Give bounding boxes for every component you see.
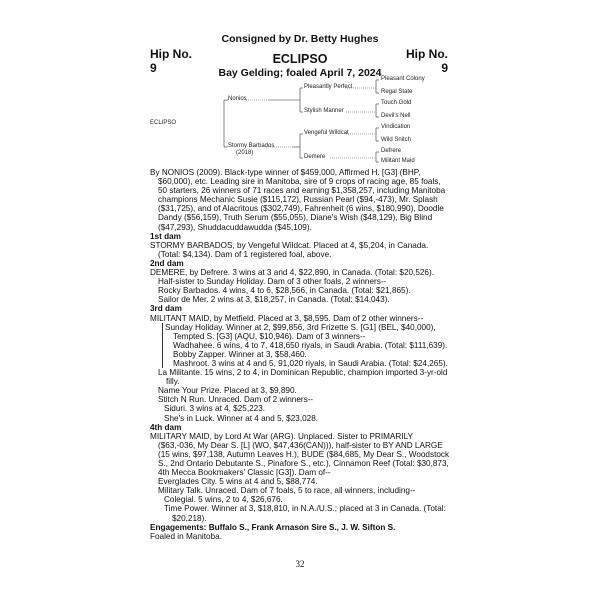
pedigree-dam-year: (2018) bbox=[236, 150, 254, 156]
pedigree-dam-sire: Vengeful Wildcat bbox=[304, 130, 349, 136]
fourth-dam-produce-1: Everglades City. 5 wins at 4 and 5, $88,774. bbox=[158, 477, 318, 487]
page-number: 32 bbox=[295, 559, 305, 569]
foaled-in: Foaled in Manitoba. bbox=[150, 531, 222, 541]
pedigree-g1: Pleasant Colony bbox=[381, 76, 425, 82]
third-dam-produce-1: Sunday Holiday. Winner at 2, $99,856, 3rd Frizette S. [G1] (BEL, $40,000), Tempted S. [G3] (AQU, $10,946). Dam of 3 winners-- bbox=[165, 322, 436, 341]
third-dam-produce-4a: Siduri. 3 wins at 4, $25,223. bbox=[164, 404, 266, 414]
third-dam-produce-3: Name Your Prize. Placed at 3, $9,890. bbox=[158, 386, 297, 396]
third-dam-heading: 3rd dam bbox=[150, 304, 182, 314]
pedigree-g4: Devil's Nell bbox=[381, 113, 411, 119]
third-dam-produce-1a: Wadhahee. 6 wins, 4 to 7, 418,650 riyals, in Saudi Arabia. (Total: $111,639). bbox=[173, 340, 448, 350]
catalog-body bbox=[150, 168, 450, 541]
third-dam-produce-4b: She's in Luck. Winner at 4 and 5, $23,028. bbox=[164, 413, 319, 423]
hip-number: 9 bbox=[441, 61, 448, 75]
fourth-dam-text: MILITARY MAID, by Lord At War (ARG). Unplaced. Sister to PRIMARILY ($63,-036, My Dear S. [L] (WO, $47,436(CAN))), half-sister to BY AND LARGE (15 wins, $97,138, Autumn Leaves H.), BUDE ($84,685, My Dear S., Woodstock S., 2nd Ontario Debutante S., Pinafore S., etc.), Cinnamon Reef (Total: $30,873, 4th Mecca Bookmakers' Classic [G3]). Dam of-- bbox=[150, 431, 450, 478]
pedigree-g2: Regal State bbox=[381, 89, 413, 95]
horse-name: ECLIPSO bbox=[272, 52, 328, 66]
hip-label: Hip No. bbox=[150, 47, 192, 61]
third-dam-produce-block bbox=[162, 323, 450, 368]
hip-label: Hip No. bbox=[406, 47, 448, 61]
pedigree-dam-dam: Demere bbox=[304, 154, 326, 160]
sire-paragraph: By NONIOS (2009). Black-type winner of $459,000, Affirmed H. [G3] (BHP, $60,000), etc. Leading sire in Manitoba, sire of 9 crops of racing age, 85 foals, 50 starters, 26 winners of 71 races and earning $1,358,257, including Manitoba champions Mechanic Susie ($115,172), Russian Pearl ($94,-473), Mr. Splash ($31,725), and of Alacritous ($302,749), Fahrenheit (6 wins, $180,990), Doodle Dandy ($56,159), Truth Serum ($55,055), Diane's Wish ($48,129), Big Blind ($47,293), Shuddacuddawudda ($45,109). bbox=[150, 168, 446, 232]
pedigree-sire-sire: Pleasantly Perfect bbox=[304, 84, 353, 90]
first-dam-text: STORMY BARBADOS, by Vengeful Wildcat. Placed at 4, $5,204, in Canada. (Total: $4,134). Dam of 1 registered foal, above. bbox=[150, 240, 429, 259]
fourth-dam-produce-2a: Colegial. 5 wins, 2 to 4, $26,676. bbox=[164, 495, 283, 505]
fourth-dam-produce-2b: Time Power. Winner at 3, $18,810, in N.A./U.S.; placed at 3 in Canada. (Total: $20,218). bbox=[164, 504, 446, 523]
first-dam-heading: 1st dam bbox=[150, 231, 181, 241]
pedigree-sire-dam: Stylish Manner bbox=[304, 108, 344, 114]
third-dam-produce-4: Stitch N Run. Unraced. Dam of 2 winners-- bbox=[158, 395, 314, 405]
third-dam-produce-1b: Bobby Zapper. Winner at 3, $58,460. bbox=[173, 349, 307, 359]
pedigree-g6: Wild Snitch bbox=[381, 137, 412, 143]
third-dam-produce-1c: Mashroot. 3 wins at 4 and 5, 91,020 riyals, in Saudi Arabia. (Total: $24,265). bbox=[173, 358, 448, 368]
hip-number: 9 bbox=[150, 61, 157, 75]
pedigree-g5: Vindication bbox=[381, 124, 411, 130]
pedigree-subject: ECLIPSO bbox=[150, 120, 177, 126]
third-dam-produce-2: La Militante. 15 wins, 2 to 4, in Dominican Republic, champion imported 3-yr-old filly. bbox=[158, 368, 448, 387]
horse-description: Bay Gelding; foaled April 7, 2024 bbox=[218, 67, 382, 79]
third-dam-text: MILITANT MAID, by Metfield. Placed at 3, $8,595. Dam of 2 other winners-- bbox=[150, 313, 424, 323]
engagements: Engagements: Buffalo S., Frank Arnason Sire S., J. W. Sifton S. bbox=[150, 522, 396, 532]
second-dam-produce-1: Rocky Barbados. 4 wins, 4 to 6, $28,566, in Canada. (Total: $21,865). bbox=[158, 286, 411, 296]
pedigree-g3: Touch Gold bbox=[381, 100, 412, 106]
fourth-dam-produce-2: Military Talk. Unraced. Dam of 7 foals, 5 to race, all winners, including-- bbox=[158, 486, 416, 496]
consignor-line: Consigned by Dr. Betty Hughes bbox=[221, 33, 379, 45]
pedigree-sire: Nonios bbox=[228, 96, 247, 102]
pedigree-g7: Defrere bbox=[381, 148, 402, 154]
second-dam-heading: 2nd dam bbox=[150, 258, 184, 268]
second-dam-text: DEMERE, by Defrere. 3 wins at 3 and 4, $22,890, in Canada. (Total: $20,526). Half-sister to Sunday Holiday. Dam of 3 other foals, 2 winners-- bbox=[150, 268, 434, 287]
pedigree-g8: Militant Maid bbox=[381, 158, 415, 164]
pedigree-dam: Stormy Barbados bbox=[228, 143, 275, 149]
second-dam-produce-2: Sailor de Mer. 2 wins at 3, $18,257, in Canada. (Total: $14,043). bbox=[158, 295, 390, 305]
fourth-dam-heading: 4th dam bbox=[150, 422, 182, 432]
